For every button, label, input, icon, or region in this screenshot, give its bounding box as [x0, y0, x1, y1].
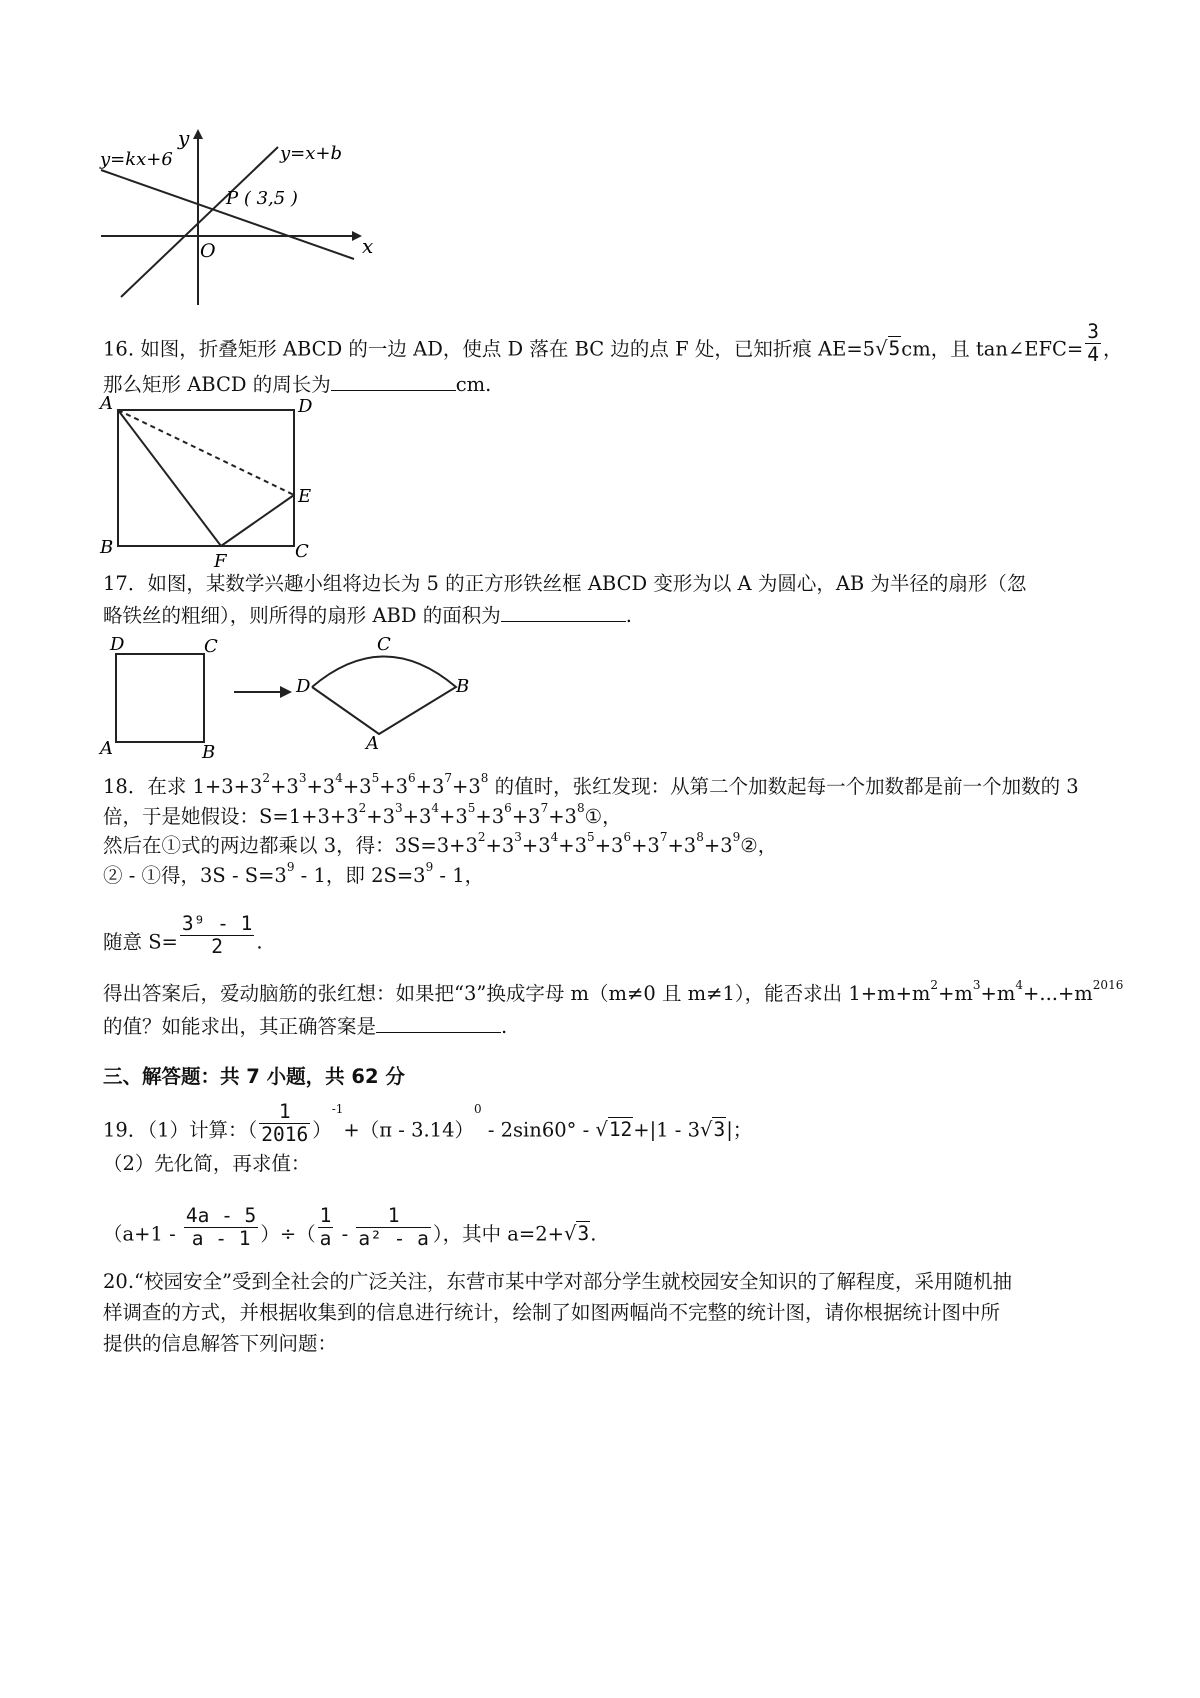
coordinate-graph-figure: [96, 125, 376, 310]
sup2016: 2016: [1092, 978, 1124, 992]
sqrt12: √12: [595, 1118, 633, 1142]
sqrt5: √5: [875, 337, 901, 361]
q19-p1-d: - 2sin60° -: [481, 1118, 596, 1142]
folded-rectangle-figure: [96, 395, 326, 570]
point-p-label: P ( 3,5 ): [226, 188, 298, 209]
q18-line3: 然后在①式的两边都乘以 3，得：$3S=3+3^2+3^3+3^4+3^5+3^6+3^7+3^8+3^9②$，: [103, 830, 778, 857]
q18-line3-b: ②，: [740, 834, 778, 857]
q17-line2-b: .: [625, 604, 632, 627]
frac-den: 4: [1087, 343, 1100, 367]
frac-1-2016: [259, 1101, 310, 1147]
sector-label-b: B: [456, 676, 470, 697]
frac-1-a-num: 1: [319, 1204, 332, 1227]
line1-label: y=kx+6: [100, 149, 173, 170]
q20-line3: 提供的信息解答下列问题：: [103, 1332, 338, 1355]
label-b: B: [100, 537, 114, 558]
q18-line7-a: 的值？如能求出，其正确答案是: [103, 1015, 377, 1038]
q18-line4-b: - 1，即 2S=3: [294, 864, 426, 887]
q18-line2-a: 倍，于是她假设：S=1+3+3: [103, 805, 359, 828]
q16-line2: [103, 372, 491, 395]
q20-line2: 样调查的方式，并根据收集到的信息进行统计，绘制了如图两幅尚不完整的统计图，请你根据统计图中所: [103, 1301, 1001, 1324]
y-axis-label: y: [178, 126, 190, 150]
q18-line5: [103, 912, 263, 966]
x-axis-arrow: [352, 231, 362, 241]
q18-line7-b: .: [501, 1015, 508, 1038]
q19-p3-a: （a+1 -: [103, 1222, 182, 1246]
q16-line2-b: cm.: [455, 373, 492, 396]
answer-blank-18: [376, 1014, 501, 1033]
answer-blank-17: [501, 603, 626, 622]
frac-num: 3: [1087, 320, 1100, 343]
frac-s: [180, 913, 254, 959]
q17-line2: [103, 603, 632, 626]
q16-text-a: 16. 如图，折叠矩形 ABCD 的一边 AD，使点 D 落在 BC 边的点 F 处，已知折痕 AE=5: [103, 337, 876, 361]
sup9-b: 9: [425, 860, 434, 874]
q19-p3-e: .: [590, 1222, 597, 1246]
frac-1-a-den: a: [319, 1227, 332, 1251]
sqrt3-b: √3: [564, 1222, 590, 1246]
q19-p1-a: 19．（1）计算：（: [103, 1118, 258, 1142]
q18-line1-b: 的值时，张红发现：从第二个加数起每一个加数都是前一个加数的 3: [494, 775, 1079, 798]
label-c: C: [295, 541, 309, 562]
frac-4a5-num: 4a - 5: [185, 1204, 257, 1227]
y-axis-arrow: [193, 129, 203, 139]
segment-af: [118, 410, 221, 546]
section-3-heading: 三、解答题：共 7 小题，共 62 分: [103, 1065, 405, 1088]
sup-neg1: -1: [331, 1102, 344, 1116]
frac-1-2016-num: 1: [259, 1101, 310, 1124]
square-abcd: [116, 654, 204, 742]
label-f: F: [214, 551, 227, 570]
q17-line1: 17．如图，某数学兴趣小组将边长为 5 的正方形铁丝框 ABCD 变形为以 A 为圆心，AB 为半径的扇形（忽: [103, 572, 1027, 595]
square-to-sector-figure: [96, 630, 476, 762]
q18-line6: 得出答案后，爱动脑筋的张红想：如果把“3”换成字母 m（m≠0 且 m≠1），能否求出 $1+m+m^2+m^3+m^4+...+m^{2016}$: [103, 978, 1124, 1005]
sector-label-d: D: [296, 676, 311, 697]
sector-abd: [312, 657, 456, 735]
q18-line6-d: +...+m: [1023, 982, 1093, 1005]
q19-p1-e: +|1 - 3: [633, 1118, 701, 1142]
segment-fe: [221, 495, 294, 546]
frac-s-den: 2: [211, 935, 223, 959]
q19-p1-f: |；: [726, 1118, 753, 1142]
q18-line2-b: ①，: [584, 805, 622, 828]
line2-label: y=x+b: [280, 143, 343, 164]
frac-s-num: 3⁹ - 1: [181, 912, 253, 935]
square-label-d: D: [110, 634, 125, 655]
q19-part2: （2）先化简，再求值：: [103, 1152, 311, 1175]
q18-line4: [103, 860, 485, 887]
q18-line5-b: .: [256, 930, 263, 954]
square-label-b: B: [202, 742, 216, 762]
sqrt12-value: 12: [608, 1118, 633, 1142]
x-axis-label: x: [362, 234, 374, 258]
q18-line3-a: 然后在①式的两边都乘以 3，得：3S=3+3: [103, 834, 478, 857]
q18-line1-a: 18．在求 1+3+3: [103, 775, 263, 798]
q19-p3-d: ），其中 a=2+: [432, 1222, 565, 1246]
frac-3-4: [1085, 321, 1101, 367]
line-kx-plus-6: [101, 170, 354, 259]
square-label-c: C: [204, 636, 218, 657]
q19-p3-b: ）÷（: [260, 1222, 316, 1246]
sqrt3-a: √3: [700, 1118, 726, 1142]
q18-line6-c: +m: [980, 982, 1016, 1005]
q18-line7: [103, 1014, 507, 1037]
q18-line4-c: - 1，: [433, 864, 485, 887]
q18-line6-b: +m: [938, 982, 973, 1005]
q18-line5-a: 随意 S=: [103, 930, 178, 954]
q18-line2: 倍，于是她假设：$S=1+3+3^2+3^3+3^4+3^5+3^6+3^7+3^8①$，: [103, 801, 622, 828]
q18-line1: 18．在求 $1+3+3^2+3^3+3^4+3^5+3^6+3^7+3^8$ 的值时，张红发现：从第二个加数起每一个加数都是前一个加数的 3: [103, 771, 1079, 798]
q19-part1: [103, 1100, 753, 1154]
frac-4a5-den: a - 1: [191, 1227, 251, 1251]
label-a: A: [100, 395, 113, 414]
q16-text-b: cm，且 tan∠EFC=: [901, 337, 1084, 361]
frac-1-a2a-num: 1: [356, 1205, 430, 1228]
q19-p1-c: +（π - 3.14）: [343, 1118, 474, 1142]
transform-arrowhead: [280, 686, 292, 698]
frac-1-a2a: [356, 1205, 430, 1251]
square-label-a: A: [100, 738, 113, 759]
frac-1-a2a-den: a² - a: [358, 1227, 429, 1251]
sqrt3-b-value: 3: [577, 1222, 590, 1246]
fold-line-ae: [118, 410, 294, 495]
q18-line4-a: ② - ①得，3S - S=3: [103, 864, 287, 887]
q19-part3: [103, 1204, 597, 1258]
label-e: E: [298, 486, 312, 507]
frac-1-a: [318, 1205, 334, 1251]
label-d: D: [298, 396, 313, 417]
q16-line1: [103, 320, 1123, 373]
q19-p3-c: -: [335, 1222, 355, 1246]
q18-line6-a: 得出答案后，爱动脑筋的张红想：如果把“3”换成字母 m（m≠0 且 m≠1），能否求出 1+m+m: [103, 982, 931, 1005]
q19-p1-b: ）: [312, 1118, 332, 1142]
frac-1-2016-den: 2016: [261, 1123, 309, 1147]
sqrt3-a-value: 3: [713, 1118, 726, 1142]
sup-0: 0: [473, 1102, 482, 1116]
sqrt5-value: 5: [888, 337, 901, 361]
sup9-a: 9: [286, 860, 295, 874]
origin-label: O: [200, 240, 216, 262]
q16-line2-a: 那么矩形 ABCD 的周长为: [103, 373, 331, 396]
frac-4a5: [184, 1205, 258, 1251]
sector-label-c: C: [377, 634, 391, 655]
q16-text-c: ，: [1103, 337, 1123, 361]
answer-blank-16: [331, 372, 456, 391]
sector-label-a: A: [366, 733, 379, 754]
q17-line2-a: 略铁丝的粗细），则所得的扇形 ABD 的面积为: [103, 604, 501, 627]
q20-line1: 20.“校园安全”受到全社会的广泛关注，东营市某中学对部分学生就校园安全知识的了解程度，采用随机抽: [103, 1270, 1012, 1293]
